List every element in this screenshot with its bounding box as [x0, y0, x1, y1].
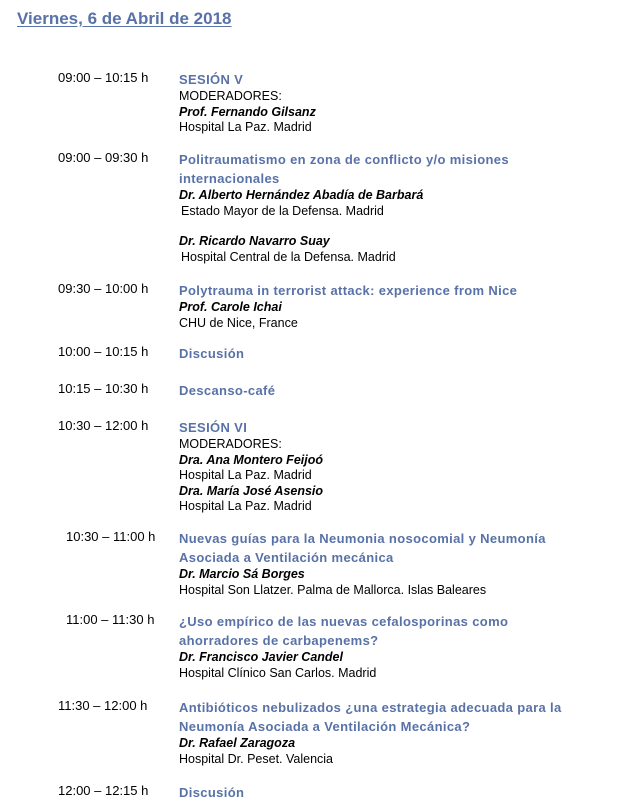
- time-slot: 11:00 – 11:30 h: [66, 612, 155, 627]
- talk-title-line: ¿Uso empírico de las nuevas cefalosporinas como: [179, 614, 509, 629]
- time-slot: 10:00 – 10:15 h: [58, 344, 149, 359]
- day-title: Viernes, 6 de Abril de 2018: [17, 9, 232, 28]
- moderator-affiliation: Hospital La Paz. Madrid: [179, 468, 312, 482]
- talk-title: Discusión: [179, 346, 245, 361]
- talk-title: Descanso-café: [179, 383, 276, 398]
- speaker-affiliation: Hospital Clínico San Carlos. Madrid: [179, 665, 377, 680]
- time-slot: 09:30 – 10:00 h: [58, 281, 149, 296]
- moderators-label: MODERADORES:: [179, 89, 282, 103]
- session-title: SESIÓN VI: [179, 420, 248, 435]
- moderator-affiliation: Hospital La Paz. Madrid: [179, 120, 312, 134]
- talk-title-line: internacionales: [179, 171, 280, 186]
- moderator-name: Dra. Ana Montero Feijoó: [179, 452, 323, 467]
- moderator-name: Dra. María José Asensio: [179, 483, 324, 498]
- moderator-name: Prof. Fernando Gilsanz: [179, 104, 316, 119]
- speaker-name: Dr. Marcio Sá Borges: [179, 567, 305, 581]
- time-slot: 10:30 – 12:00 h: [58, 418, 149, 433]
- speaker-name: Dr. Francisco Javier Candel: [179, 650, 343, 664]
- talk-title: Polytrauma in terrorist attack: experience from Nice: [179, 283, 518, 298]
- talk-title-line: Nuevas guías para la Neumonia nosocomial y Neumonía: [179, 531, 546, 546]
- time-slot: 09:00 – 10:15 h: [58, 70, 149, 85]
- talk-title-line: Neumonía Asociada a Ventilación Mecánica?: [179, 719, 471, 734]
- speaker-affiliation: Estado Mayor de la Defensa. Madrid: [181, 203, 384, 218]
- speaker-affiliation: Hospital Central de la Defensa. Madrid: [181, 249, 396, 264]
- speaker-name: Prof. Carole Ichai: [179, 300, 282, 314]
- session-title: SESIÓN V: [179, 72, 244, 87]
- talk-title: Discusión: [179, 785, 245, 800]
- talk-title-line: ahorradores de carbapenems?: [179, 633, 379, 648]
- time-slot: 12:00 – 12:15 h: [58, 783, 149, 798]
- speaker-affiliation: Hospital Son Llatzer. Palma de Mallorca. Islas Baleares: [179, 582, 487, 597]
- speaker-name: Dr. Alberto Hernández Abadía de Barbará: [179, 188, 424, 202]
- time-slot: 11:30 – 12:00 h: [58, 698, 148, 713]
- speaker-name: Dr. Ricardo Navarro Suay: [179, 234, 330, 248]
- speaker-affiliation: Hospital Dr. Peset. Valencia: [179, 751, 334, 766]
- moderator-affiliation: Hospital La Paz. Madrid: [179, 499, 312, 513]
- speaker-affiliation: CHU de Nice, France: [179, 315, 298, 330]
- moderators-label: MODERADORES:: [179, 437, 282, 451]
- time-slot: 09:00 – 09:30 h: [58, 150, 149, 165]
- time-slot: 10:15 – 10:30 h: [58, 381, 149, 396]
- talk-title-line: Antibióticos nebulizados ¿una estrategia adecuada para la: [179, 700, 562, 715]
- time-slot: 10:30 – 11:00 h: [66, 529, 156, 544]
- talk-title-line: Asociada a Ventilación mecánica: [179, 550, 394, 565]
- speaker-name: Dr. Rafael Zaragoza: [179, 736, 296, 750]
- talk-title-line: Politraumatismo en zona de conflicto y/o misiones: [179, 152, 509, 167]
